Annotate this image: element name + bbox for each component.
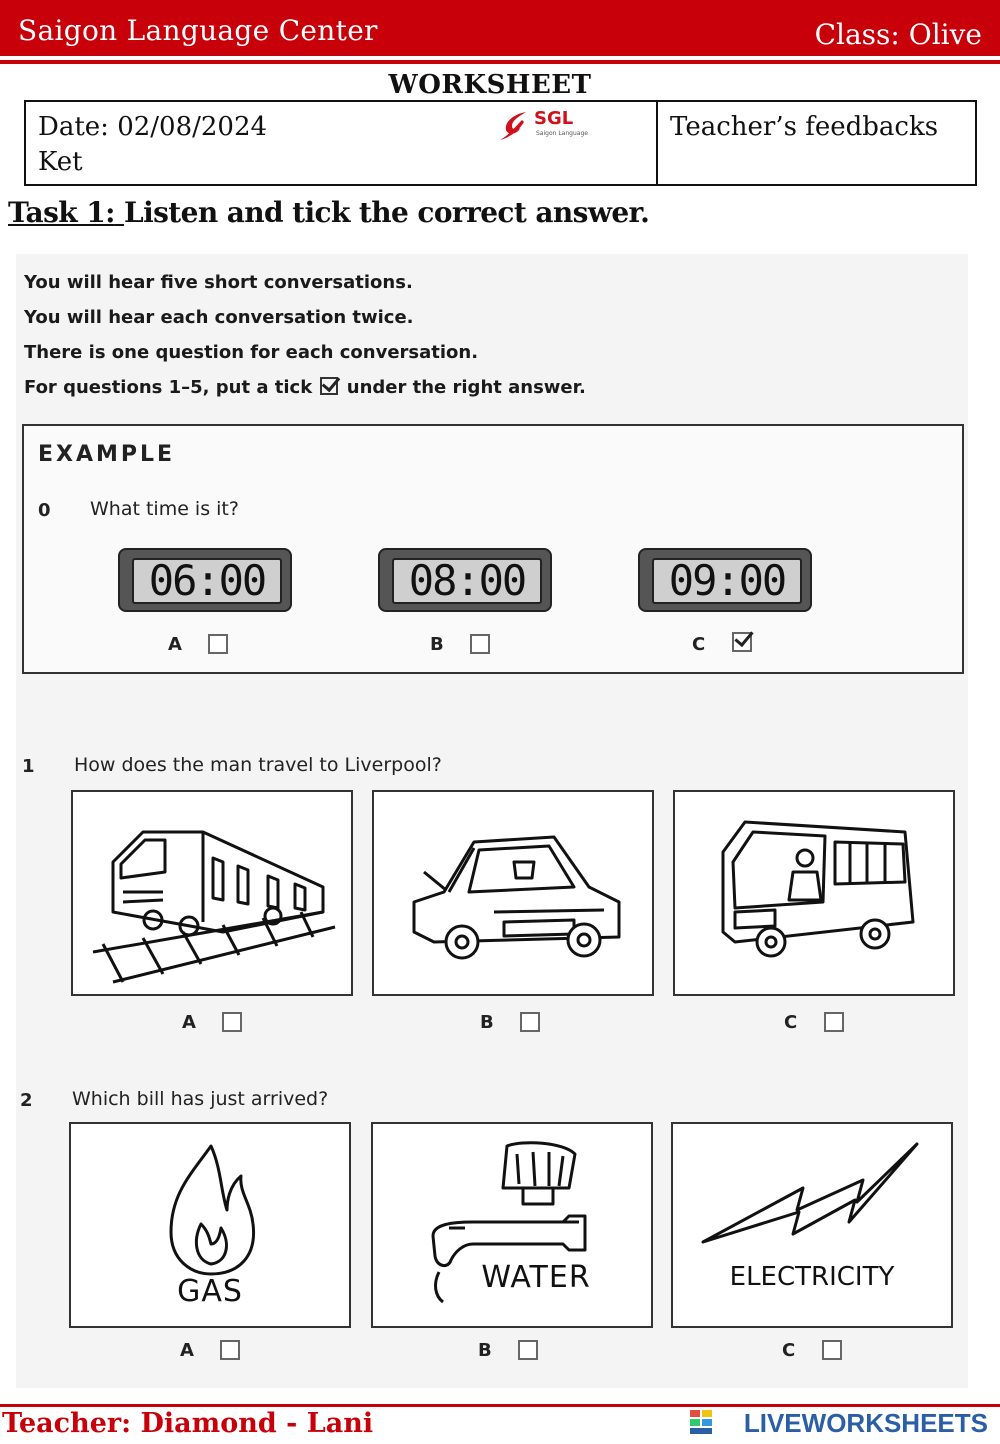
question-2-option-a-letter: A	[180, 1340, 194, 1361]
question-2-checkbox-b[interactable]	[518, 1340, 538, 1360]
option-2a-picture	[69, 1122, 351, 1328]
question-1-checkbox-c[interactable]	[824, 1012, 844, 1032]
class-label: Class: Olive	[814, 18, 982, 51]
example-option-b-letter: B	[430, 634, 444, 655]
question-1-option-b-letter: B	[480, 1012, 494, 1033]
footer-rule	[0, 1404, 1000, 1407]
example-option-a-letter: A	[168, 634, 182, 655]
liveworksheets-brand: LIVEWORKSHEETS	[743, 1408, 988, 1438]
instruction-line-1: You will hear five short conversations.	[24, 272, 413, 293]
question-1-option-c-letter: C	[784, 1012, 798, 1033]
clock-c-time: 09:00	[652, 558, 802, 604]
question-1-checkbox-a[interactable]	[222, 1012, 242, 1032]
info-table	[24, 100, 977, 186]
tick-example-icon	[320, 377, 338, 395]
instruction-line-4-end: under the right answer.	[346, 377, 586, 398]
question-2-text: Which bill has just arrived?	[72, 1088, 329, 1110]
teacher-name: Teacher: Diamond - Lani	[2, 1408, 374, 1439]
sgl-swirl-icon	[496, 108, 536, 142]
water-tap-icon	[373, 1124, 655, 1330]
question-1-checkbox-b[interactable]	[520, 1012, 540, 1032]
instruction-line-2: You will hear each conversation twice.	[24, 307, 414, 328]
instruction-line-3: There is one question for each conversation.	[24, 342, 479, 363]
info-divider	[656, 102, 658, 184]
gas-caption: GAS	[177, 1274, 243, 1309]
center-name: Saigon Language Center	[18, 14, 378, 47]
question-1-text: How does the man travel to Liverpool?	[74, 754, 442, 776]
task-text: Listen and tick the correct answer.	[124, 196, 650, 229]
instruction-line-4	[24, 377, 586, 398]
task-label: Task 1:	[8, 196, 115, 229]
clock-a-icon	[118, 548, 292, 612]
example-question: What time is it?	[90, 498, 239, 520]
question-1-option-a-letter: A	[182, 1012, 196, 1033]
sgl-logo	[496, 108, 606, 142]
task-heading	[8, 196, 649, 229]
option-2b-picture	[371, 1122, 653, 1328]
level-text: Ket	[38, 147, 83, 177]
example-checkbox-a[interactable]	[208, 634, 228, 654]
option-2c-picture	[671, 1122, 953, 1328]
date-text: Date: 02/08/2024	[38, 112, 268, 142]
option-1c-picture	[673, 790, 955, 996]
car-icon	[374, 792, 656, 998]
electricity-caption: ELECTRICITY	[729, 1262, 895, 1292]
question-2-option-c-letter: C	[782, 1340, 796, 1361]
option-1b-picture	[372, 790, 654, 996]
option-1a-picture	[71, 790, 353, 996]
question-2-checkbox-c[interactable]	[822, 1340, 842, 1360]
clock-b-time: 08:00	[392, 558, 542, 604]
header-bar	[0, 0, 1000, 56]
question-2-option-b-letter: B	[478, 1340, 492, 1361]
bus-icon	[675, 792, 957, 998]
header-rule	[0, 60, 1000, 64]
logo-subtext: Saigon Language	[536, 130, 588, 137]
exam-panel	[16, 254, 968, 1388]
clock-b-icon	[378, 548, 552, 612]
teacher-feedback-label: Teacher’s feedbacks	[670, 112, 939, 142]
lightning-bolt-icon	[673, 1124, 955, 1330]
question-1-number: 1	[22, 756, 35, 777]
instruction-line-4-start: For questions 1–5, put a tick	[24, 377, 313, 398]
question-2-number: 2	[20, 1090, 33, 1111]
example-number: 0	[38, 500, 51, 521]
worksheet-title: WORKSHEET	[388, 70, 592, 100]
example-option-c-letter: C	[692, 634, 706, 655]
water-caption: WATER	[481, 1260, 591, 1295]
clock-a-time: 06:00	[132, 558, 282, 604]
logo-text: SGL	[534, 108, 574, 129]
train-icon	[73, 792, 355, 998]
clock-c-icon	[638, 548, 812, 612]
example-checkbox-b[interactable]	[470, 634, 490, 654]
liveworksheets-logo-icon	[690, 1410, 712, 1434]
example-box	[22, 424, 964, 674]
example-title: EXAMPLE	[38, 442, 176, 467]
question-2-checkbox-a[interactable]	[220, 1340, 240, 1360]
example-checkbox-c[interactable]	[732, 632, 752, 652]
